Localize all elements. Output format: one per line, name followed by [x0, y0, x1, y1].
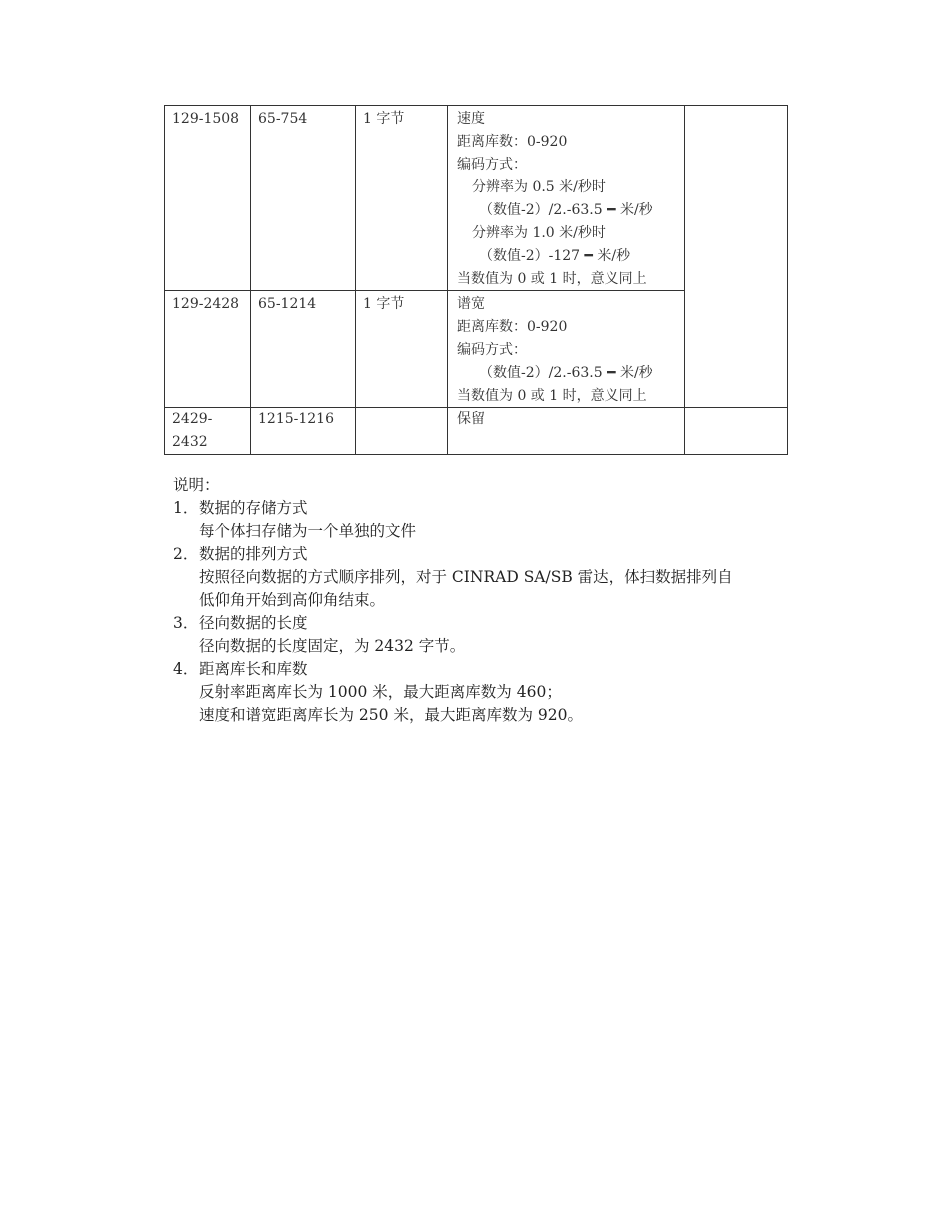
note-title: 数据的排列方式: [199, 545, 308, 563]
description-line: （数值-2）-127 ━ 米/秒: [479, 247, 631, 264]
description-line: 编码方式：: [457, 341, 527, 358]
description-line: （数值-2）/2.-63.5 ━ 米/秒: [479, 202, 653, 219]
note-item: [173, 612, 793, 658]
description-line: 速度: [457, 111, 485, 127]
halfword-range-cell: 65-754: [251, 106, 356, 291]
note-number: 2．: [173, 545, 199, 563]
description-line: 编码方式：: [457, 156, 527, 173]
description-line: （数值-2）/2.-63.5 ━ 米/秒: [479, 364, 653, 381]
note-item: [173, 658, 793, 727]
note-text: 按照径向数据的方式顺序排列，对于 CINRAD SA/SB 雷达，体扫数据排列自: [199, 568, 733, 586]
byte-range-cell: 2429-2432: [165, 408, 251, 455]
note-item: [173, 543, 793, 612]
remarks-cell: [685, 106, 788, 408]
length-cell: 1 字节: [356, 106, 448, 291]
description-line: 分辨率为 1.0 米/秒时: [472, 224, 606, 241]
note-text: 速度和谱宽距离库长为 250 米，最大距离库数为 920。: [199, 706, 583, 724]
note-title: 数据的存储方式: [199, 499, 308, 517]
description-line: 保留: [457, 411, 485, 428]
byte-range-cell: 129-1508: [165, 106, 251, 291]
description-line: 当数值为 0 或 1 时，意义同上: [457, 270, 647, 287]
description-cell: [448, 408, 685, 455]
table-row: [165, 408, 788, 455]
length-cell: 1 字节: [356, 291, 448, 408]
table-row: [165, 106, 788, 291]
description-line: 当数值为 0 或 1 时，意义同上: [457, 387, 647, 404]
note-number: 3．: [173, 614, 199, 632]
note-number: 4．: [173, 660, 199, 678]
note-number: 1．: [173, 499, 199, 517]
byte-range-cell: 129-2428: [165, 291, 251, 408]
remarks-cell: [685, 408, 788, 455]
description-cell: [448, 291, 685, 408]
note-title: 径向数据的长度: [199, 614, 308, 632]
note-text: 每个体扫存储为一个单独的文件: [199, 522, 417, 540]
note-title: 距离库长和库数: [199, 660, 308, 678]
note-text: 低仰角开始到高仰角结束。: [199, 591, 386, 609]
note-text: 径向数据的长度固定，为 2432 字节。: [199, 637, 466, 655]
description-line: 距离库数：0-920: [457, 319, 568, 336]
length-cell: [356, 408, 448, 455]
notes-heading: 说明：: [173, 476, 220, 494]
halfword-range-cell: 1215-1216: [251, 408, 356, 455]
notes-section: [173, 474, 793, 727]
halfword-range-cell: 65-1214: [251, 291, 356, 408]
data-format-table: [164, 105, 788, 455]
description-line: 距离库数：0-920: [457, 133, 568, 150]
description-line: 分辨率为 0.5 米/秒时: [472, 179, 606, 196]
description-line: 谱宽: [457, 296, 485, 313]
note-text: 反射率距离库长为 1000 米，最大距离库数为 460；: [199, 683, 562, 701]
description-cell: [448, 106, 685, 291]
note-item: [173, 497, 793, 543]
